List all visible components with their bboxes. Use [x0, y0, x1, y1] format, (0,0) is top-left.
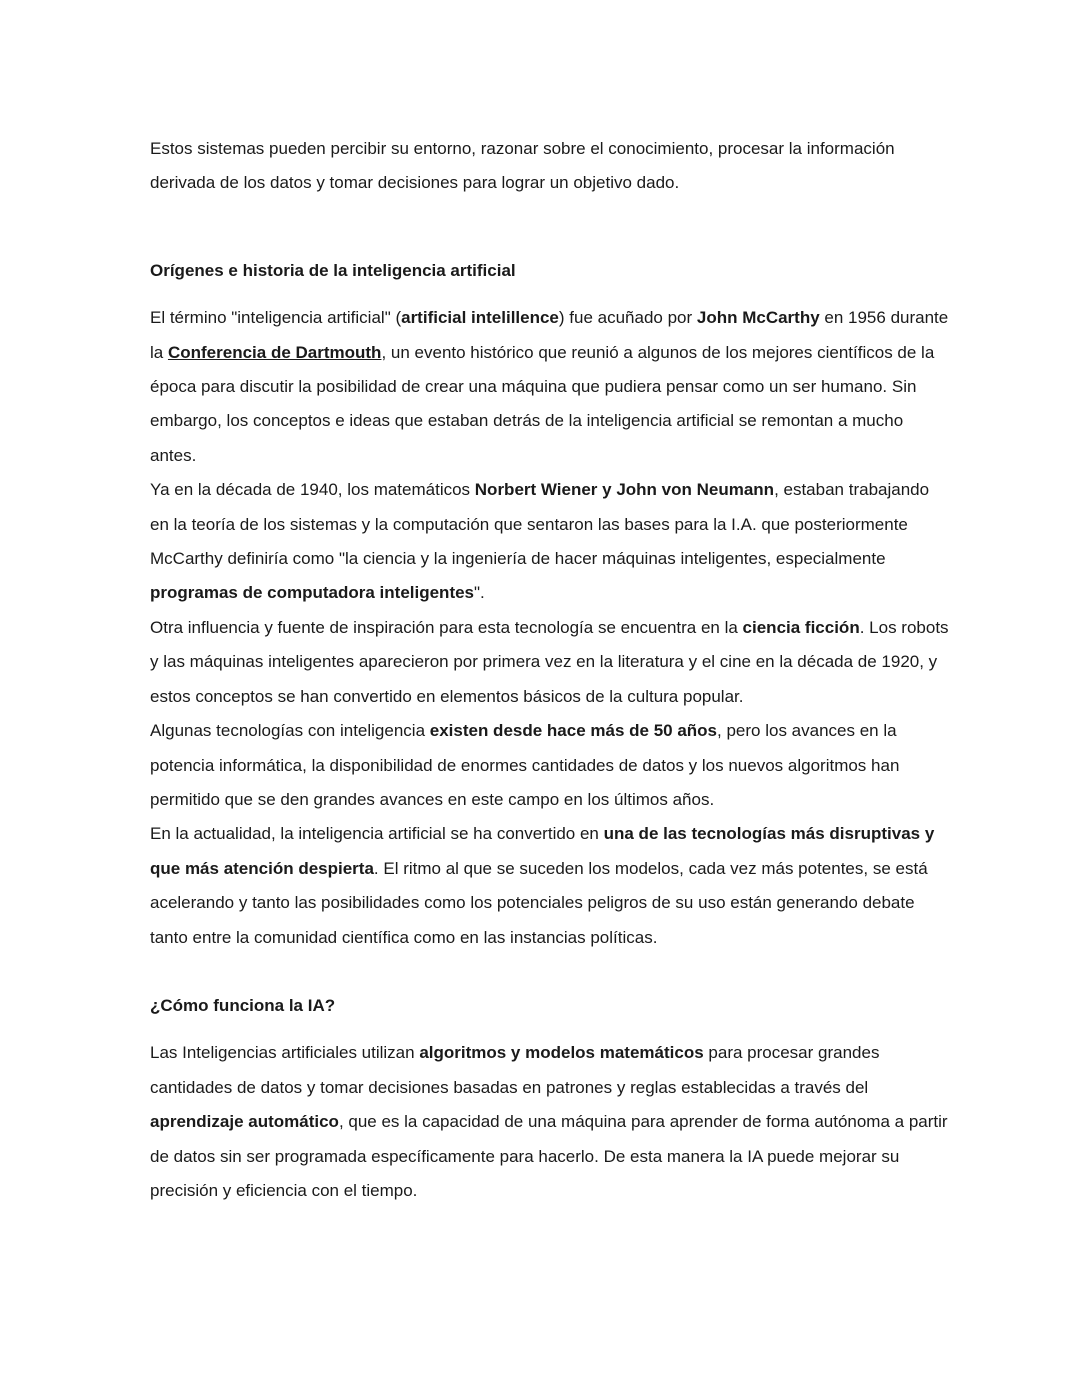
bold-term-artificial-intelillence: artificial intelillence: [401, 308, 559, 328]
text-run: , estaban trabajando en la teoría de los sistemas y la computación que sentaron las bases para la I.A. que posteriormente McCarthy definiría como "la ciencia y la ingeniería de hacer máquinas inteligentes, especialmente: [150, 480, 930, 569]
text-run: Algunas tecnologías con inteligencia: [150, 721, 430, 741]
text-run: , que es la capacidad de una máquina para aprender de forma autónoma a partir de datos sin ser programada específicamente para hacerlo. De esta manera la IA puede mejorar su precisión y eficiencia con el tiempo.: [150, 1112, 948, 1200]
origins-paragraph-3: [150, 611, 950, 714]
bold-term-ciencia-ficcion: ciencia ficción: [742, 617, 860, 637]
origins-paragraph-2: [150, 473, 950, 611]
section-heading-how-ai-works: ¿Cómo funciona la IA?: [150, 995, 336, 1015]
text-run: . Los robots y las máquinas inteligentes aparecieron por primera vez en la literatura y el cine en la década de 1920, y estos conceptos se han convertido en elementos básicos de la cultura popular.: [150, 617, 949, 706]
origins-paragraph-4: [150, 714, 950, 817]
text-run: Otra influencia y fuente de inspiración para esta tecnología se encuentra en la: [150, 617, 743, 637]
document-page: [150, 132, 950, 1208]
text-run: ".: [474, 583, 485, 603]
origins-paragraph-1: [150, 301, 950, 473]
text-run: Ya en la década de 1940, los matemáticos: [150, 480, 475, 500]
bold-term-wiener-von-neumann: Norbert Wiener y John von Neumann: [474, 480, 775, 500]
text-run: . El ritmo al que se suceden los modelos, cada vez más potentes, se está acelerando y tanto las posibilidades como los potenciales peligros de su uso están generando debate tanto entre la comunidad científica como en las instancias políticas.: [150, 858, 928, 947]
text-run: en 1956 durante la: [150, 308, 949, 362]
origins-paragraph-5: [150, 817, 950, 955]
bold-term-tecnologias-disruptivas: una de las tecnologías más disruptivas y que más atención despierta: [150, 824, 935, 878]
section-heading-origins: Orígenes e historia de la inteligencia artificial: [150, 260, 516, 280]
bold-term-programas-inteligentes: programas de computadora inteligentes: [150, 583, 475, 603]
text-run: , un evento histórico que reunió a algunos de los mejores científicos de la época para discutir la posibilidad de crear una máquina que pudiera pensar como un ser humano. Sin embargo, los conceptos e ideas que estaban detrás de la inteligencia artificial se remontan a mucho antes.: [150, 342, 935, 465]
bold-term-john-mccarthy: John McCarthy: [696, 308, 820, 328]
text-run: El término "inteligencia artificial" (: [150, 308, 402, 328]
text-run: Las Inteligencias artificiales utilizan: [150, 1043, 420, 1063]
how-paragraph-1: [150, 1036, 950, 1208]
text-run: para procesar grandes cantidades de datos y tomar decisiones basadas en patrones y reglas establecidas a través del: [150, 1043, 880, 1097]
text-run: ) fue acuñado por: [558, 308, 697, 328]
intro-text: Estos sistemas pueden percibir su entorno, razonar sobre el conocimiento, procesar la información derivada de los datos y tomar decisiones para lograr un objetivo dado.: [150, 139, 895, 193]
dartmouth-conference-link[interactable]: Conferencia de Dartmouth: [167, 342, 382, 362]
bold-term-algoritmos-modelos: algoritmos y modelos matemáticos: [419, 1043, 704, 1063]
intro-paragraph: [150, 132, 950, 201]
text-run: En la actualidad, la inteligencia artificial se ha convertido en: [150, 824, 604, 844]
bold-term-50-anos: existen desde hace más de 50 años: [429, 721, 718, 741]
bold-term-aprendizaje-automatico: aprendizaje automático: [150, 1112, 339, 1132]
text-run: , pero los avances en la potencia informática, la disponibilidad de enormes cantidades de datos y los nuevos algoritmos han permitido que se den grandes avances en este campo en los últimos años.: [150, 721, 900, 809]
